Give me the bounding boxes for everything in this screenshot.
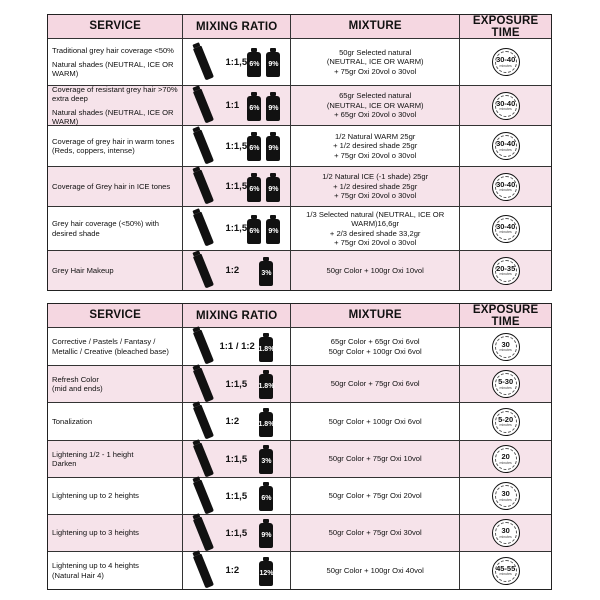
service-text <box>52 266 114 275</box>
grey-coverage-table <box>47 14 552 291</box>
exposure-time-cell <box>459 441 551 477</box>
mixture-cell <box>290 86 459 125</box>
exposure-time-cell <box>459 403 551 440</box>
timer-icon <box>492 48 520 76</box>
exposure-time-unit: minutes <box>499 460 512 465</box>
exposure-time-unit: minutes <box>499 423 512 428</box>
service-line: (Reds, coppers, intense) <box>52 146 135 155</box>
service-cell <box>48 515 182 551</box>
mixture-line: 1/2 Natural WARM 25gr <box>335 131 416 141</box>
mixture-line: + 75gr Oxi 20vol o 30vol <box>334 66 417 76</box>
bottle-percentage: 3% <box>261 458 272 465</box>
mixture-cell <box>290 478 459 514</box>
bottle-percentage: 3% <box>261 269 272 277</box>
mixture-text <box>327 266 424 275</box>
exposure-time-unit: minutes <box>499 107 512 112</box>
developer-bottle-icon <box>247 136 261 161</box>
mixture-line: 50gr Selected natural <box>339 47 412 57</box>
ratio-graphic <box>187 207 286 250</box>
header-mixing-ratio: MIXING RATIO <box>182 15 290 38</box>
mixture-line: 1/2 Natural ICE (-1 shade) 25gr <box>322 172 429 182</box>
mixing-ratio-cell <box>182 167 290 206</box>
service-text <box>52 375 103 394</box>
exposure-time-unit: minutes <box>499 497 512 502</box>
service-text <box>52 46 178 79</box>
mixture-cell <box>290 515 459 551</box>
exposure-time-unit: minutes <box>499 348 512 353</box>
bottle-percentage: 9% <box>268 185 279 193</box>
mixing-ratio-cell <box>182 328 290 365</box>
exposure-time-unit: minutes <box>499 572 512 577</box>
color-tube-icon <box>193 442 214 477</box>
table-row <box>48 250 551 290</box>
developer-bottle-icon <box>266 177 280 202</box>
color-tube-icon <box>193 516 214 551</box>
service-line: Coverage of resistant grey hair >70% extra deep <box>52 84 178 103</box>
color-tube-icon <box>193 129 214 164</box>
service-cell <box>48 328 182 365</box>
ratio-graphic <box>187 441 286 477</box>
mixture-cell <box>290 126 459 166</box>
mixing-ratio-value: 1:1,5 <box>225 378 248 390</box>
exposure-time-cell <box>459 251 551 290</box>
mixing-ratio-value: 1:1,5 <box>225 56 248 68</box>
bottle-percentage: 1.8% <box>258 420 275 428</box>
bottle-percentage: 9% <box>268 227 279 235</box>
developer-bottle-icon <box>266 136 280 161</box>
timer-icon <box>492 482 520 510</box>
service-line: Natural shades (NEUTRAL, ICE OR WARM) <box>52 59 174 79</box>
service-line: Lightening up to 3 heights <box>52 528 139 538</box>
table-row <box>48 85 551 125</box>
service-line: Natural shades (NEUTRAL, ICE OR WARM) <box>52 108 174 127</box>
ratio-graphic <box>187 478 286 514</box>
bottle-percentage: 6% <box>249 227 260 235</box>
table-row <box>48 365 551 402</box>
mixing-ratio-cell <box>182 552 290 589</box>
table-header <box>48 304 551 327</box>
mixture-line: + 1/2 desired shade 25gr <box>333 141 418 151</box>
mixture-text <box>329 417 422 426</box>
mixture-line: + 75gr Oxi 20vol o 30vol <box>334 191 417 201</box>
exposure-time-value: 30-40 <box>496 98 516 108</box>
service-line: Grey Hair Makeup <box>52 265 114 275</box>
service-cell <box>48 251 182 290</box>
developer-bottle-icon <box>247 219 261 244</box>
bottle-percentage: 9% <box>268 145 279 152</box>
color-tube-icon <box>193 367 214 402</box>
service-text <box>52 219 178 238</box>
timer-icon <box>492 370 520 398</box>
mixing-ratio-cell <box>182 39 290 85</box>
timer-icon <box>492 215 520 243</box>
table-row <box>48 440 551 477</box>
exposure-time-cell <box>459 126 551 166</box>
bottle-percentage: 9% <box>268 104 279 112</box>
mixture-line: + 1/2 desired shade 25gr <box>333 181 418 191</box>
mixture-cell <box>290 552 459 589</box>
mixture-cell <box>290 167 459 206</box>
timer-icon <box>492 173 520 201</box>
table-row <box>48 125 551 166</box>
mixture-cell <box>290 251 459 290</box>
developer-bottle-icon <box>266 52 280 77</box>
ratio-graphic <box>187 86 286 125</box>
mixture-text <box>329 454 422 463</box>
mixture-line: 50gr Color + 100gr Oxi 10vol <box>326 265 424 275</box>
service-cell <box>48 478 182 514</box>
exposure-time-value: 20-35 <box>496 263 516 273</box>
exposure-time-unit: minutes <box>499 385 512 390</box>
service-text <box>52 337 178 356</box>
ratio-graphic <box>187 167 286 206</box>
ratio-graphic <box>187 366 286 402</box>
mixture-text <box>329 491 422 500</box>
mixing-ratio-cell <box>182 403 290 440</box>
mixture-line: + 65gr Oxi 20vol o 30vol <box>334 110 417 120</box>
service-text <box>52 85 178 127</box>
developer-bottle-icon <box>259 449 273 474</box>
service-line: Lightening up to 2 heights <box>52 491 139 501</box>
mixture-text <box>333 132 417 160</box>
exposure-time-cell <box>459 478 551 514</box>
developer-bottle-icon <box>247 52 261 77</box>
table-header <box>48 15 551 38</box>
bottle-percentage: 1.8% <box>258 383 275 390</box>
mixture-line: 50gr Color + 100gr Oxi 6vol <box>328 346 422 356</box>
mixing-ratio-value: 1:2 <box>225 416 240 427</box>
service-line: Coverage of grey hair in warm tones <box>52 136 175 146</box>
service-line: Refresh Color <box>52 374 99 384</box>
mixing-ratio-value: 1:1,5 <box>225 527 248 539</box>
header-service: SERVICE <box>89 20 142 33</box>
exposure-time-value: 5-20 <box>498 414 514 424</box>
mixture-line: 50gr Color + 75gr Oxi 6vol <box>330 379 420 389</box>
service-text <box>52 491 139 500</box>
mixture-line: 50gr Color + 75gr Oxi 30vol <box>328 528 422 538</box>
color-tube-icon <box>193 330 214 365</box>
mixture-text <box>327 48 424 76</box>
mixture-line: + 2/3 desired shade 33,2gr <box>329 228 421 238</box>
exposure-time-value: 30 <box>501 339 510 349</box>
developer-bottle-icon <box>259 337 273 362</box>
service-cell <box>48 366 182 402</box>
bottle-percentage: 6% <box>249 145 260 152</box>
header-exposure-time: EXPOSURE TIME <box>459 304 551 327</box>
service-line: Traditional grey hair coverage <50% <box>52 45 174 55</box>
mixing-ratio-value: 1:1,5 <box>225 223 248 234</box>
color-tube-icon <box>193 254 214 289</box>
developer-bottle-icon <box>247 177 261 202</box>
mixing-ratio-value: 1:1,5 <box>225 453 248 465</box>
bottle-percentage: 1.8% <box>258 345 275 353</box>
mixing-ratio-value: 1:1,5 <box>225 181 248 192</box>
header-mixture: MIXTURE <box>290 15 459 38</box>
mixture-text <box>329 528 422 537</box>
table-row <box>48 206 551 250</box>
exposure-time-value: 30-40 <box>496 221 516 231</box>
developer-bottle-icon <box>247 96 261 121</box>
mixture-text <box>322 172 428 200</box>
mixture-cell <box>290 403 459 440</box>
timer-icon <box>492 557 520 585</box>
service-line: Lightening up to 4 heights <box>52 561 139 571</box>
timer-icon <box>492 519 520 547</box>
color-tube-icon <box>193 89 214 124</box>
table-row <box>48 514 551 551</box>
header-service: SERVICE <box>89 309 142 322</box>
mixture-cell <box>290 207 459 250</box>
exposure-time-unit: minutes <box>499 188 512 193</box>
exposure-time-unit: minutes <box>499 534 512 539</box>
exposure-time-value: 30-40 <box>496 55 516 65</box>
exposure-time-cell <box>459 39 551 85</box>
table-row <box>48 166 551 206</box>
service-cell <box>48 86 182 125</box>
color-tube-icon <box>193 479 214 514</box>
bottle-percentage: 6% <box>249 104 260 112</box>
exposure-time-cell <box>459 366 551 402</box>
ratio-graphic <box>187 39 286 85</box>
service-text <box>52 417 92 426</box>
service-line: Lightening 1/2 - 1 height <box>52 449 134 459</box>
mixture-line: 50gr Color + 100gr Oxi 6vol <box>328 416 422 426</box>
mixture-line: + 75gr Oxi 20vol o 30vol <box>334 237 417 247</box>
mixture-line: 50gr Color + 75gr Oxi 20vol <box>328 491 422 501</box>
mixing-ratio-value: 1:2 <box>225 265 240 276</box>
timer-icon <box>492 257 520 285</box>
table-row <box>48 38 551 85</box>
developer-bottle-icon <box>259 523 273 548</box>
mixture-text <box>331 379 420 388</box>
ratio-graphic <box>187 515 286 551</box>
ratio-graphic <box>187 328 286 365</box>
mixing-ratio-cell <box>182 515 290 551</box>
developer-bottle-icon <box>266 96 280 121</box>
mixture-line: + 75gr Oxi 20vol o 30vol <box>334 150 417 160</box>
timer-icon <box>492 92 520 120</box>
bottle-percentage: 9% <box>268 61 279 68</box>
mixture-line: 50gr Color + 100gr Oxi 40vol <box>326 565 424 575</box>
exposure-time-value: 30 <box>501 489 510 499</box>
mixing-ratio-value: 1:1 / 1:2 <box>219 341 255 352</box>
exposure-time-value: 20 <box>501 452 510 462</box>
service-line: (mid and ends) <box>52 384 103 393</box>
service-cell <box>48 126 182 166</box>
exposure-time-cell <box>459 515 551 551</box>
mixture-line: (NEUTRAL, ICE OR WARM) <box>326 57 424 67</box>
bottle-percentage: 9% <box>261 532 272 539</box>
mixture-line: (NEUTRAL, ICE OR WARM) <box>326 100 424 110</box>
service-cell <box>48 552 182 589</box>
mixing-ratio-cell <box>182 86 290 125</box>
exposure-time-value: 30 <box>501 526 510 536</box>
header-exposure-time: EXPOSURE TIME <box>459 15 551 38</box>
exposure-time-unit: minutes <box>499 147 512 152</box>
header-mixing-ratio: MIXING RATIO <box>182 304 290 327</box>
ratio-graphic <box>187 552 286 589</box>
service-text <box>52 528 139 537</box>
developer-bottle-icon <box>266 219 280 244</box>
mixing-ratio-cell <box>182 207 290 250</box>
color-tube-icon <box>193 212 214 247</box>
color-tube-icon <box>193 45 214 80</box>
color-tube-icon <box>193 170 214 205</box>
exposure-time-unit: minutes <box>499 272 512 277</box>
mixing-ratio-cell <box>182 366 290 402</box>
color-tube-icon <box>193 405 214 440</box>
mixing-ratio-value: 1:1,5 <box>225 140 248 152</box>
mixing-ratio-cell <box>182 478 290 514</box>
exposure-time-value: 30-40 <box>496 179 516 189</box>
service-cell <box>48 167 182 206</box>
exposure-time-value: 30-40 <box>496 139 516 149</box>
mixture-cell <box>290 441 459 477</box>
service-line: Grey hair coverage (<50%) with desired shade <box>52 219 159 238</box>
exposure-time-unit: minutes <box>499 63 512 68</box>
developer-bottle-icon <box>259 374 273 399</box>
mixing-ratio-value: 1:2 <box>225 565 240 576</box>
service-text <box>52 561 139 580</box>
timer-icon <box>492 408 520 436</box>
developer-bottle-icon <box>259 412 273 437</box>
developer-bottle-icon <box>259 261 273 286</box>
mixture-cell <box>290 366 459 402</box>
exposure-time-cell <box>459 167 551 206</box>
exposure-time-value: 45-55 <box>496 563 516 573</box>
color-tube-icon <box>193 554 214 589</box>
exposure-time-cell <box>459 86 551 125</box>
timer-icon <box>492 132 520 160</box>
ratio-graphic <box>187 126 286 166</box>
service-text <box>52 182 170 191</box>
mixture-cell <box>290 328 459 365</box>
service-text <box>52 137 174 156</box>
service-cell <box>48 39 182 85</box>
mixing-ratio-cell <box>182 251 290 290</box>
bottle-percentage: 6% <box>249 61 260 68</box>
service-cell <box>48 403 182 440</box>
mixture-text <box>327 566 424 575</box>
service-line: Tonalization <box>52 416 93 426</box>
bottle-percentage: 12% <box>259 569 274 577</box>
ratio-graphic <box>187 403 286 440</box>
table-row <box>48 402 551 440</box>
mixture-line: 1/3 Selected natural (NEUTRAL, ICE OR WARM)16,6gr <box>306 209 445 229</box>
mixing-ratio-value: 1:1,5 <box>225 490 248 502</box>
table-row <box>48 327 551 365</box>
mixture-line: 65gr Color + 65gr Oxi 6vol <box>330 337 420 347</box>
table-row <box>48 551 551 589</box>
table-row <box>48 477 551 514</box>
mixture-line: 50gr Color + 75gr Oxi 10vol <box>328 454 422 464</box>
service-line: (Natural Hair 4) <box>52 570 104 580</box>
mixture-text <box>327 91 424 119</box>
color-lightening-table <box>47 303 552 590</box>
mixing-ratio-value: 1:1 <box>225 100 240 111</box>
service-line: Darken <box>52 459 77 468</box>
mixing-ratio-cell <box>182 126 290 166</box>
service-cell <box>48 207 182 250</box>
mixture-line: 65gr Selected natural <box>339 91 412 101</box>
timer-icon <box>492 445 520 473</box>
service-line: Corrective / Pastels / Fantasy / Metallic / Creative (bleached base) <box>52 337 169 356</box>
exposure-time-cell <box>459 328 551 365</box>
exposure-time-unit: minutes <box>499 230 512 235</box>
bottle-percentage: 6% <box>261 495 272 502</box>
developer-bottle-icon <box>259 561 273 586</box>
timer-icon <box>492 333 520 361</box>
exposure-time-cell <box>459 207 551 250</box>
exposure-time-cell <box>459 552 551 589</box>
mixture-text <box>295 210 455 248</box>
ratio-graphic <box>187 251 286 290</box>
service-cell <box>48 441 182 477</box>
exposure-time-value: 5-30 <box>498 377 514 387</box>
mixture-cell <box>290 39 459 85</box>
service-line: Coverage of Grey hair in ICE tones <box>52 181 171 191</box>
developer-bottle-icon <box>259 486 273 511</box>
header-mixture: MIXTURE <box>290 304 459 327</box>
bottle-percentage: 6% <box>249 185 260 193</box>
service-text <box>52 450 134 469</box>
mixing-ratio-cell <box>182 441 290 477</box>
mixture-text <box>329 337 422 356</box>
